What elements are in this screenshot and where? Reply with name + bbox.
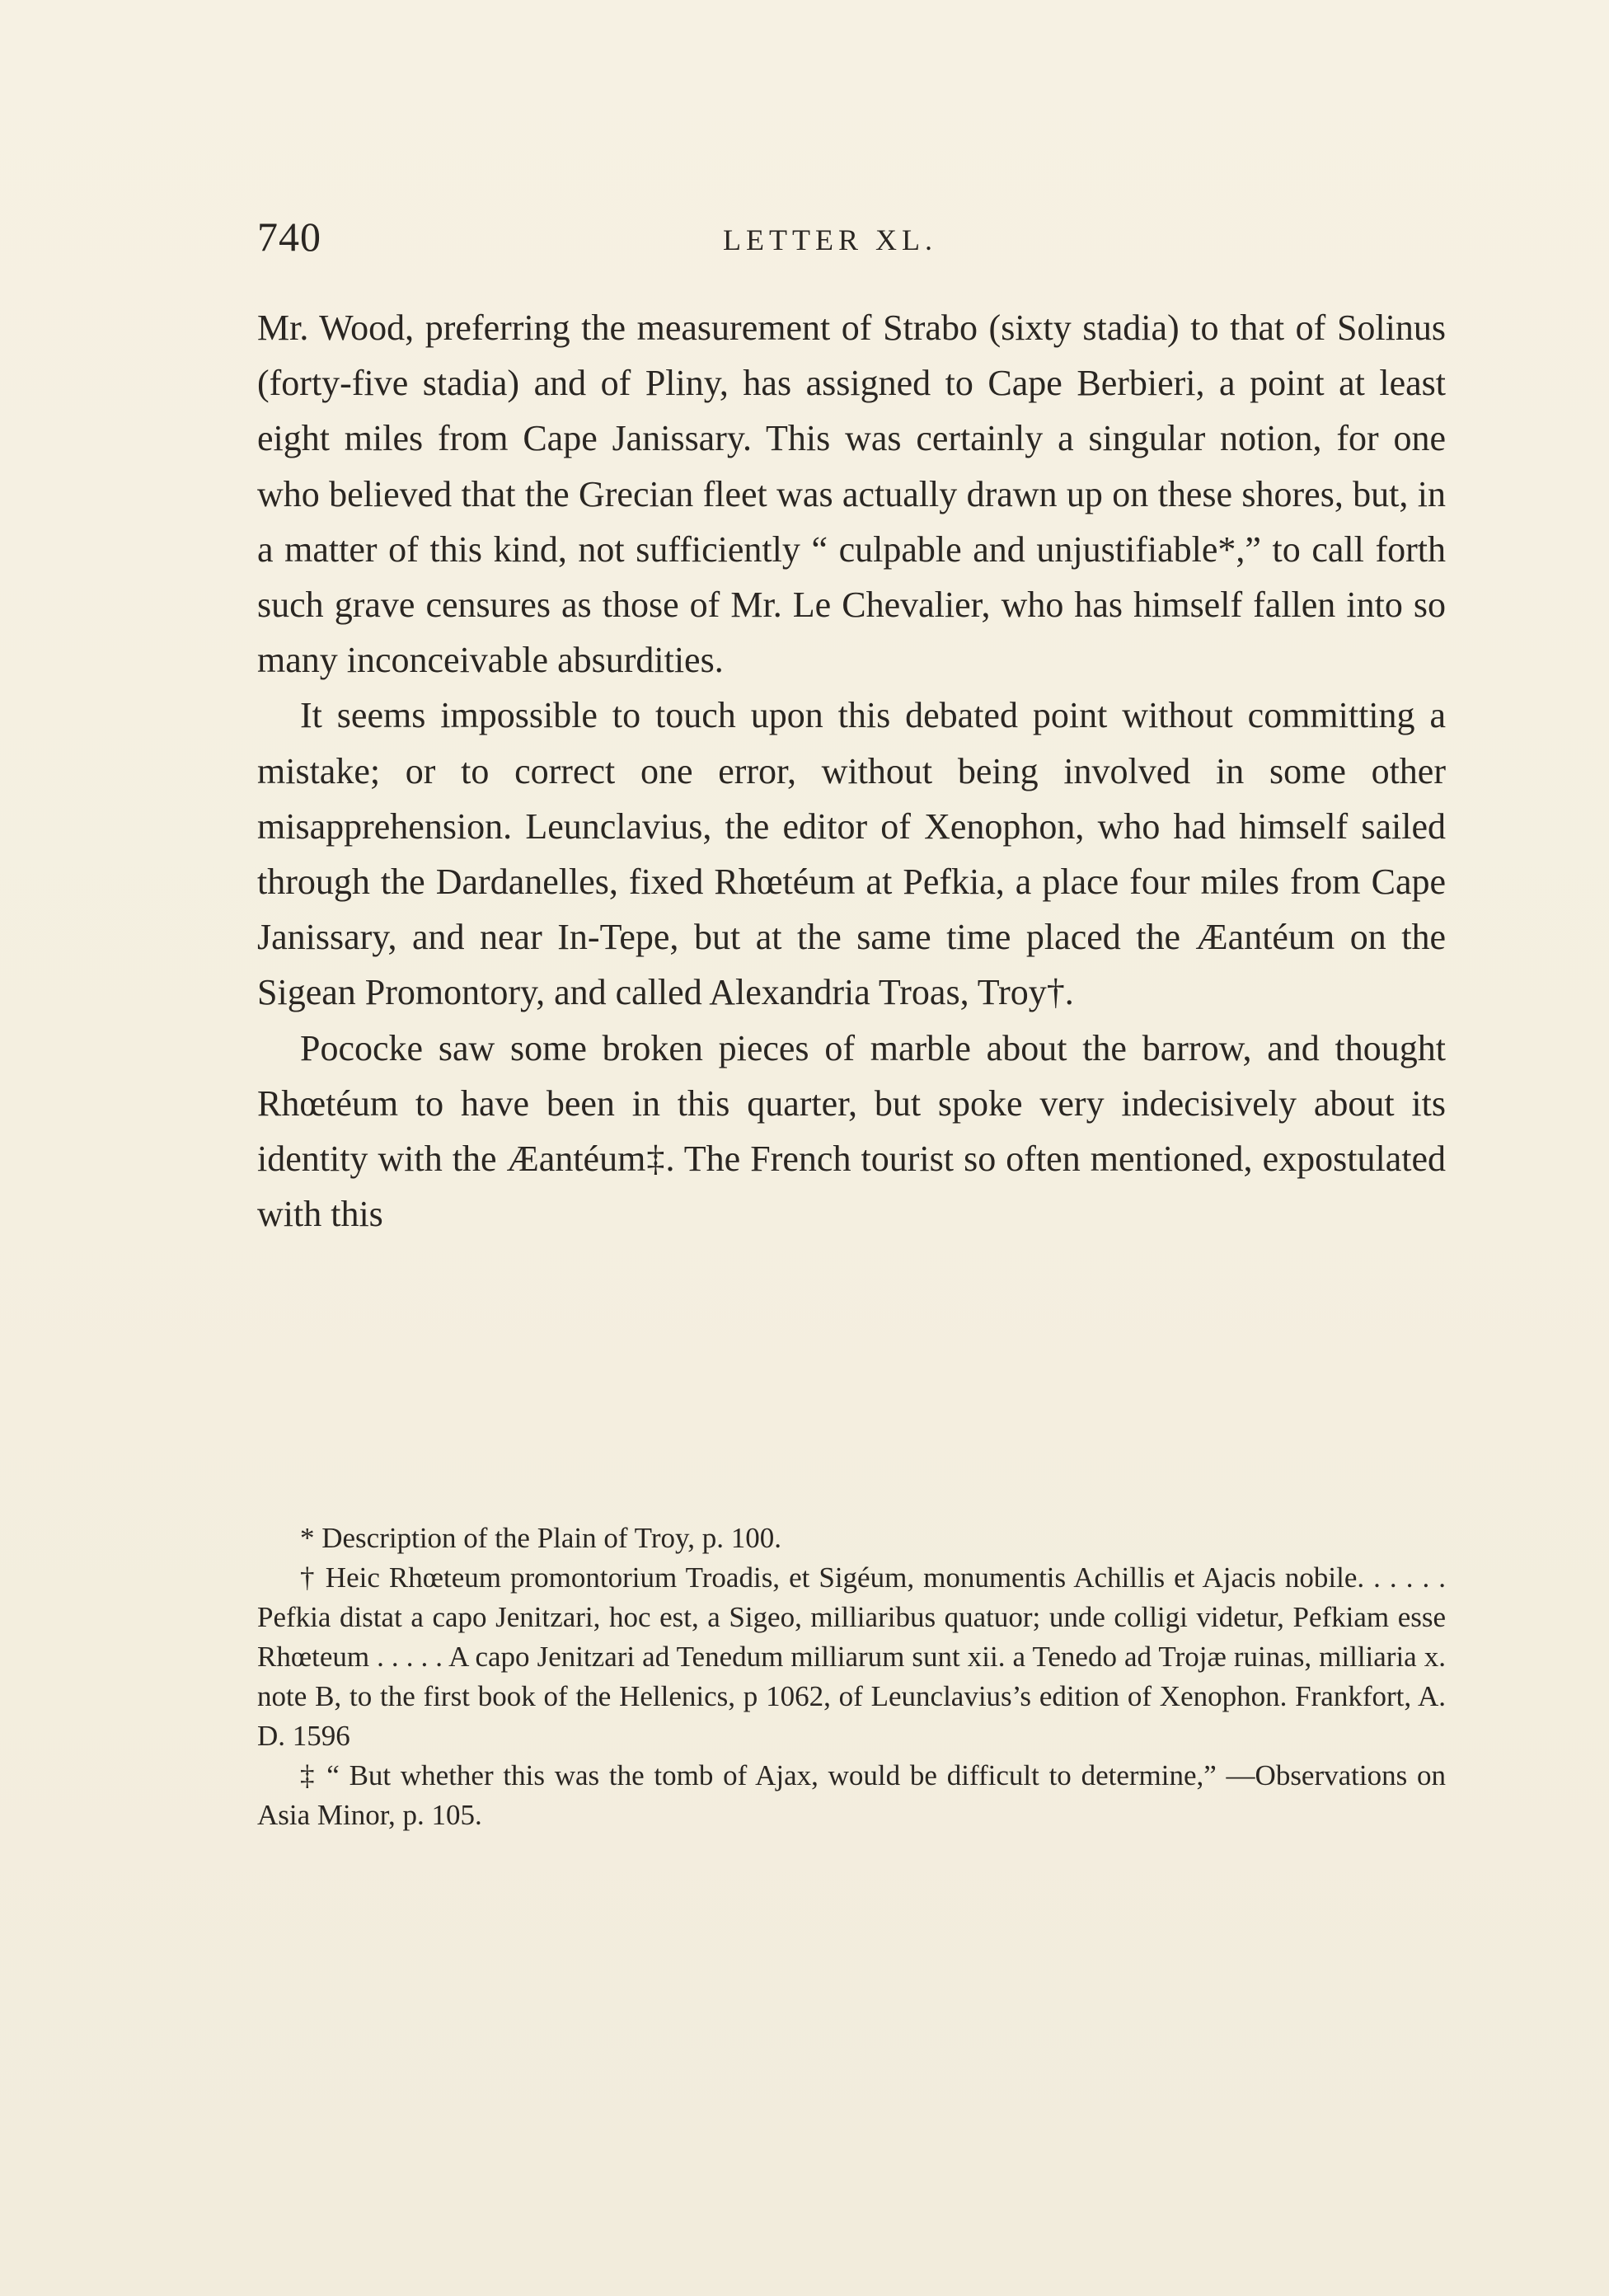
footnote-dagger: † Heic Rhœteum promontorium Troadis, et Sigéum, monumentis Achillis et Ajacis nobile. . . . . . Pefkia distat a capo Jenitzari, hoc est, a Sigeo, milliaribus quatuor; unde colligi videtur, Pefkiam esse Rhœteum . . . . . A capo Jenitzari ad Tenedum milliarum sunt xii. a Tenedo ad Trojæ ruinas, milliaria x. note B, to the first book of the Hellenics, p 1062, of Leunclavius’s edition of Xenophon. Frankfort, A. D. 1596 — [257, 1561, 1446, 1752]
paragraph-pococke: Pococke saw some broken pieces of marble about the barrow, and thought Rhœtéum to have been in this quarter, but spoke very indecisively about its identity with the Æantéum‡. The French tourist so often mentioned, expostulated with this — [257, 1027, 1446, 1235]
footnote-asterisk: * Description of the Plain of Troy, p. 100. — [300, 1522, 781, 1554]
body-text — [257, 300, 1446, 1242]
footnotes — [257, 1519, 1446, 1835]
running-head: LETTER XL. — [723, 223, 937, 256]
footnote-double-dagger: ‡ “ But whether this was the tomb of Ajax, would be difficult to determine,” —Observations on Asia Minor, p. 105. — [257, 1759, 1446, 1831]
page-number: 740 — [257, 214, 321, 260]
paragraph-wood: Mr. Wood, preferring the measurement of Strabo (sixty stadia) to that of Solinus (forty-five stadia) and of Pliny, has assigned to Cape Berbieri, a point at least eight miles from Cape Janissary. This was certainly a singular notion, for one who believed that the Grecian fleet was actually drawn up on these shores, but, in a matter of this kind, not sufficiently “ culpable and unjustifiable*,” to call forth such grave censures as those of Mr. Le Chevalier, who has himself fallen into so many inconceivable absurdities. — [257, 308, 1446, 681]
paragraph-leunclavius: It seems impossible to touch upon this debated point without committing a mistake; or to correct one error, without being involved in some other misapprehension. Leunclavius, the editor of Xenophon, who had himself sailed through the Dardanelles, fixed Rhœtéum at Pefkia, a place four miles from Cape Janissary, and near In-Tepe, but at the same time placed the Æantéum on the Sigean Promontory, and called Alexandria Troas, Troy†. — [257, 695, 1446, 1013]
page-header — [257, 213, 1444, 262]
